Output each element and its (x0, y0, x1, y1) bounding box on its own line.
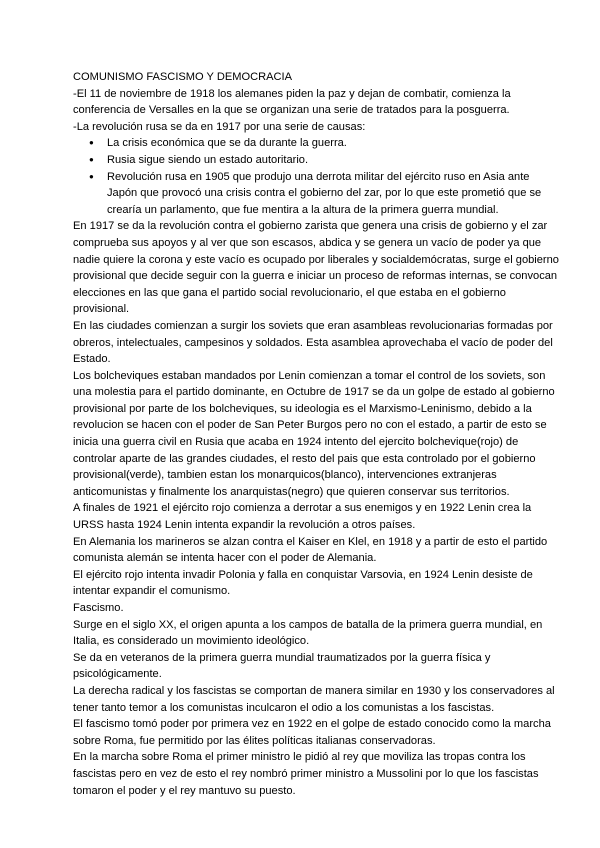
intro-paragraph: -La revolución rusa se da en 1917 por una serie de causas: (73, 120, 366, 133)
causes-list (73, 135, 560, 218)
body-paragraph: La derecha radical y los fascistas se comportan de manera similar en 1930 y los conservadores al tener tanto temor a los comunistas inculcaron el odio a los comunistas a los fascistas. (73, 684, 555, 714)
body-paragraph: Los bolcheviques estaban mandados por Lenin comienzan a tomar el control de los soviets, son una molestia para el partido dominante, en Octubre de 1917 se da un golpe de estado al gobierno provisional por parte de los bolcheviques, su ideologia es el Marxismo-Leninismo, debido a la revolucion se hacen con el poder de San Peter Burgos pero no con el estado, a partir de esto se inicia una guerra civil en Rusia que acaba en 1924 intento del ejercito bolchevique(rojo) de controlar aparte de las grandes ciudades, el resto del pais que esta controlado por el gobierno provisional(verde), tambien estan los monarquicos(blanco), intervenciones extranjeras anticomunistas y finalmente los anarquistas(negro) que quieren conservar sus territorios. (73, 369, 555, 498)
body-paragraph: Surge en el siglo XX, el origen apunta a los campos de batalla de la primera guerra mundial, en Italia, es considerado un movimiento ideológico. (73, 618, 543, 648)
cause-item: ● La crisis económica que se da durante la guerra. (73, 135, 560, 152)
body-paragraph: Se da en veteranos de la primera guerra mundial traumatizados por la guerra física y psicológicamente. (73, 651, 491, 681)
intro-paragraph: -El 11 de noviembre de 1918 los alemanes piden la paz y dejan de combatir, comienza la conferencia de Versalles en la que se organizan una serie de tratados para la posguerra. (73, 87, 511, 117)
section-heading-fascismo: Fascismo. (73, 602, 124, 614)
cause-item: ● Rusia sigue siendo un estado autoritario. (73, 152, 560, 169)
body-paragraph: A finales de 1921 el ejército rojo comienza a derrotar a sus enemigos y en 1922 Lenin crea la URSS hasta 1924 Lenin intenta expandir la revolución a otros países. (73, 502, 532, 532)
body-paragraph: En las ciudades comienzan a surgir los soviets que eran asambleas revolucionarias formadas por obreros, intelectuales, campesinos y soldados. Esta asamblea aprovechaba el vacío de poder del Estado. (73, 319, 553, 366)
body-paragraph: En 1917 se da la revolución contra el gobierno zarista que genera una crisis de gobierno y el zar comprueba sus apoyos y al ver que son escasos, abdica y se genera un vacío de poder ya que nadie quiere la corona y este vacío es ocupado por liberales y socialdemócratas, surge el gobierno provisional que decide seguir con la guerra e iniciar un proceso de reformas internas, se convocan elecciones en las que gana el partido social revolucionario, el que estaba en el gobierno provisional. (73, 220, 559, 316)
body-paragraph: En Alemania los marineros se alzan contra el Kaiser en Klel, en 1918 y a partir de esto el partido comunista alemán se intenta hacer con el poder de Alemania. (73, 535, 548, 565)
body-paragraph: El ejército rojo intenta invadir Polonia y falla en conquistar Varsovia, en 1924 Lenin desiste de intentar expandir el comunismo. (73, 568, 533, 598)
body-paragraph: En la marcha sobre Roma el primer ministro le pidió al rey que moviliza las tropas contra los fascistas pero en vez de esto el rey nombró primer ministro a Mussolini por lo que los fascistas tomaron el poder y el rey mantuvo su puesto. (73, 751, 539, 797)
body-paragraph: El fascismo tomó poder por primera vez en 1922 en el golpe de estado conocido como la marcha sobre Roma, fue permitido por las élites políticas italianas conservadoras. (73, 718, 551, 747)
document-title: COMUNISMO FASCISMO Y DEMOCRACIA (73, 71, 293, 83)
cause-item: ● Revolución rusa en 1905 que produjo una derrota militar del ejército ruso en Asia ante Japón que provocó una crisis contra el gobierno del zar, por lo que este prometió que se crearía un parlamento, que fue mentira a la altura de la primera guerra mundial. (73, 169, 560, 219)
